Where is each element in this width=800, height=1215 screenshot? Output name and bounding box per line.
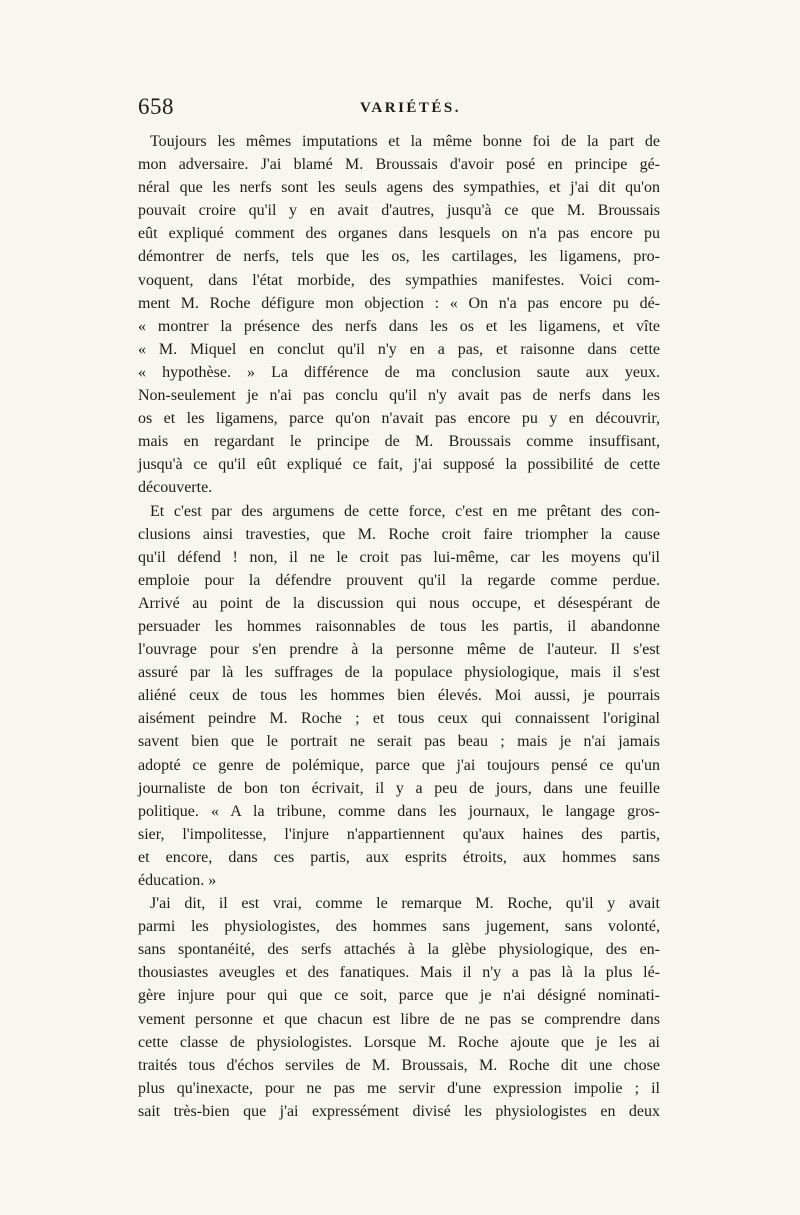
text-line: eût expliqué comment des organes dans lesquels on n'a pas encore pu: [138, 225, 660, 243]
text-line: sier, l'impolitesse, l'injure n'appartiennent qu'aux haines des partis,: [138, 825, 660, 843]
text-line: adopté ce genre de polémique, parce que j'ai toujours pensé ce qu'un: [138, 756, 660, 774]
text-line: « M. Miquel en conclut qu'il n'y en a pas, et raisonne dans cette: [138, 340, 660, 358]
paragraph-3: [138, 892, 660, 1123]
text-line: cette classe de physiologistes. Lorsque M. Roche ajoute que je les ai: [138, 1033, 660, 1051]
text-line: clusions ainsi travesties, que M. Roche croit faire triompher la cause: [138, 525, 660, 543]
text-line: démontrer de nerfs, tels que les os, les cartilages, les ligamens, pro-: [138, 248, 660, 266]
text-line: jusqu'à ce qu'il eût expliqué ce fait, j'ai supposé la possibilité de cette: [138, 456, 660, 474]
text-line: traités tous d'échos serviles de M. Broussais, M. Roche dit une chose: [138, 1056, 660, 1074]
text-line: Arrivé au point de la discussion qui nous occupe, et désespérant de: [138, 594, 660, 612]
text-line: ment M. Roche défigure mon objection : « On n'a pas encore pu dé-: [138, 294, 660, 312]
text-line: sait très-bien que j'ai expressément divisé les physiologistes en deux: [138, 1102, 660, 1120]
paragraph-2: [138, 500, 660, 893]
text-line: J'ai dit, il est vrai, comme le remarque M. Roche, qu'il y avait: [150, 895, 660, 913]
paragraph-1: [138, 130, 660, 500]
text-line: aisément peindre M. Roche ; et tous ceux qui connaissent l'original: [138, 710, 660, 728]
text-line: et encore, dans ces partis, aux esprits étroits, aux hommes sans: [138, 848, 660, 866]
text-line: os et les ligamens, parce qu'on n'avait pas encore pu y en découvrir,: [138, 410, 660, 428]
text-line: vement personne et que chacun est libre de ne pas se comprendre dans: [138, 1010, 660, 1028]
text-line: sans spontanéité, des serfs attachés à la glèbe physiologique, des en-: [138, 941, 660, 959]
text-line: éducation. »: [138, 872, 217, 889]
body-text: [138, 130, 660, 1123]
running-head: VARIÉTÉS.: [360, 100, 462, 116]
text-line: plus qu'inexacte, pour ne pas me servir d'une expression impolie ; il: [138, 1079, 660, 1097]
text-line: mon adversaire. J'ai blamé M. Broussais d'avoir posé en principe gé-: [138, 156, 660, 174]
text-line: voquent, dans l'état morbide, des sympathies manifestes. Voici com-: [138, 271, 660, 289]
text-line: savent bien que le portrait ne serait pas beau ; mais je n'ai jamais: [138, 733, 660, 751]
text-line: gère injure pour qui que ce soit, parce que je n'ai désigné nominati-: [138, 987, 660, 1005]
page-number: 658: [138, 94, 174, 119]
text-line: thousiastes aveugles et des fanatiques. Mais il n'y a pas là la plus lé-: [138, 964, 660, 982]
text-line: découverte.: [138, 479, 213, 497]
page-header: [138, 94, 660, 122]
text-line: pouvait croire qu'il y en avait d'autres, jusqu'à ce que M. Broussais: [138, 202, 660, 220]
text-line: politique. « A la tribune, comme dans les journaux, le langage gros-: [138, 802, 660, 820]
text-line: qu'il défend ! non, il ne le croit pas lui-même, car les moyens qu'il: [138, 548, 660, 566]
text-line: persuader les hommes raisonnables de tous les partis, il abandonne: [138, 617, 660, 635]
text-line: Non-seulement je n'ai pas conclu qu'il n'y avait pas de nerfs dans les: [138, 387, 660, 405]
text-line: parmi les physiologistes, des hommes sans jugement, sans volonté,: [138, 918, 660, 936]
text-line: aliéné ceux de tous les hommes bien élevés. Moi aussi, je pourrais: [138, 687, 660, 705]
text-line: néral que les nerfs sont les seuls agens des sympathies, et j'ai dit qu'on: [138, 179, 660, 197]
text-line: Et c'est par des argumens de cette force, c'est en me prêtant des con-: [150, 502, 660, 520]
text-line: l'ouvrage pour s'en prendre à la personne même de l'auteur. Il s'est: [138, 641, 660, 659]
text-line: journaliste de bon ton écrivait, il y a peu de jours, dans une feuille: [138, 779, 660, 797]
text-line: « montrer la présence des nerfs dans les os et les ligamens, et vîte: [138, 317, 660, 335]
text-line: mais en regardant le principe de M. Broussais comme insuffisant,: [138, 433, 660, 451]
text-line: « hypothèse. » La différence de ma conclusion saute aux yeux.: [138, 363, 660, 381]
text-line: emploie pour la défendre prouvent qu'il la regarde comme perdue.: [138, 571, 660, 589]
text-line: Toujours les mêmes imputations et la même bonne foi de la part de: [150, 133, 660, 150]
text-line: assuré par là les suffrages de la populace physiologique, mais il s'est: [138, 664, 660, 682]
